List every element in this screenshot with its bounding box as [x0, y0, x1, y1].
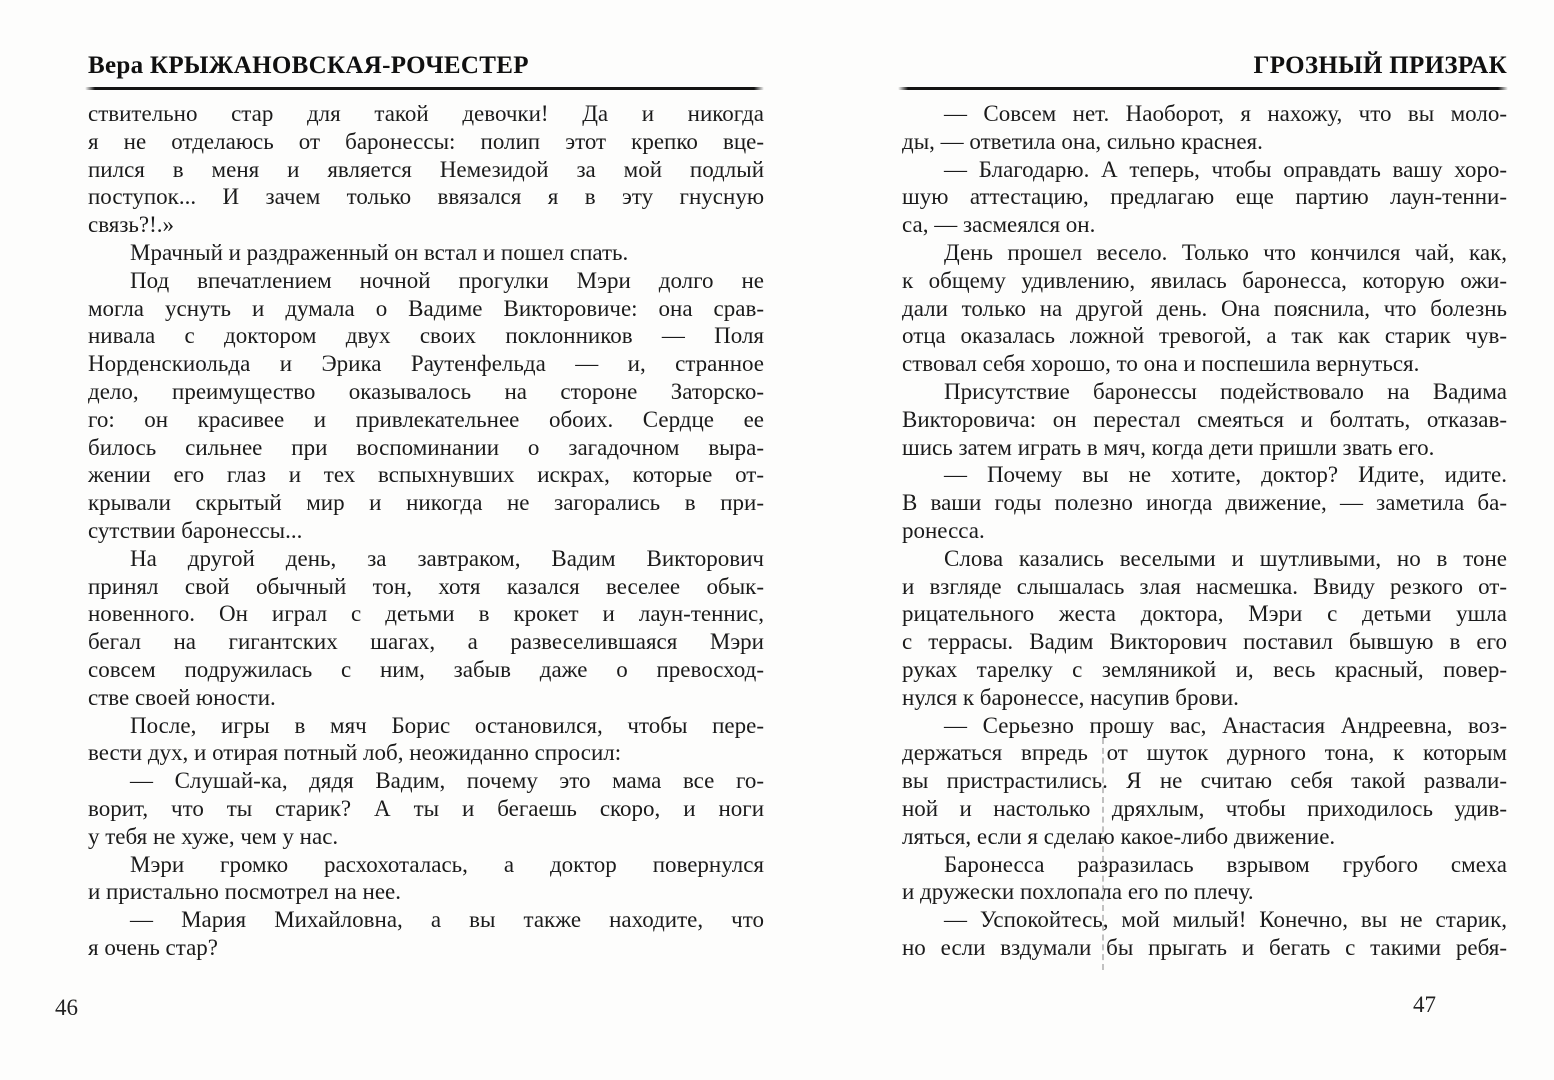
text-line: Под впечатлением ночной прогулки Мэри долго не: [130, 267, 764, 293]
text-line: к общему удивлению, явилась баронесса, которую ожи-: [902, 267, 1507, 293]
text-line: сутствии баронессы...: [88, 517, 303, 543]
text-line: поступок... И зачем только ввязался я в эту гнусную: [88, 184, 764, 210]
text-line: ворит, что ты старик? А ты и бегаешь скоро, и ноги: [88, 795, 764, 821]
text-line: Баронесса разразилась взрывом грубого смеха: [944, 851, 1507, 877]
text-line: ствовал себя хорошо, то она и поспешила вернуться.: [902, 351, 1420, 377]
text-line: В ваши годы полезно иногда движение, — заметила ба-: [902, 490, 1507, 516]
text-line: могла уснуть и думала о Вадиме Викторовиче: она срав-: [88, 295, 764, 321]
text-line: я не отделаюсь от баронессы: полип этот крепко вце-: [88, 128, 764, 154]
text-line: — Успокойтесь, мой милый! Конечно, вы не старик,: [944, 907, 1507, 933]
text-line: — Почему вы не хотите, доктор? Идите, идите.: [944, 462, 1507, 488]
text-line: вести дух, и отирая потный лоб, неожиданно спросил:: [88, 740, 622, 766]
text-line: — Благодарю. А теперь, чтобы оправдать вашу хоро-: [944, 156, 1507, 182]
text-line: са, — засмеялся он.: [902, 212, 1096, 238]
text-line: Викторовича: он перестал смеяться и болтать, отказав-: [902, 406, 1507, 432]
text-line: но если вздумали бы прыгать и бегать с такими ребя-: [902, 934, 1507, 960]
text-line: го: он красивее и привлекательнее обоих. Сердце ее: [88, 406, 764, 432]
text-line: билось сильнее при воспоминании о загадочном выра-: [88, 434, 764, 460]
text-line: держаться впредь от шуток дурного тона, к которым: [902, 740, 1507, 766]
left-running-title: Вера КРЫЖАНОВСКАЯ-РОЧЕСТЕР: [88, 52, 529, 79]
text-line: шую аттестацию, предлагаю еще партию лаун-тенни-: [902, 184, 1507, 210]
text-line: руках тарелку с земляникой и, весь красный, повер-: [902, 656, 1507, 682]
text-line: ды, — ответила она, сильно краснея.: [902, 128, 1263, 154]
text-line: нулся к баронессе, насупив брови.: [902, 684, 1239, 710]
left-page-number: 46: [55, 995, 78, 1020]
text-line: Присутствие баронессы подействовало на Вадима: [944, 378, 1507, 404]
text-line: с террасы. Вадим Викторович поставил бывшую в его: [902, 629, 1507, 655]
text-line: Мрачный и раздраженный он встал и пошел спать.: [130, 239, 629, 265]
text-line: — Мария Михайловна, а вы также находите, что: [130, 907, 764, 933]
text-line: После, игры в мяч Борис остановился, чтобы пере-: [130, 712, 764, 738]
text-line: На другой день, за завтраком, Вадим Викторович: [130, 545, 764, 571]
text-line: ной и настолько дряхлым, чтобы приходилось удив-: [902, 795, 1507, 821]
text-line: стве своей юности.: [88, 684, 276, 710]
text-line: вы пристрастились. Я не считаю себя такой развали-: [902, 768, 1507, 794]
text-line: — Совсем нет. Наоборот, я нахожу, что вы моло-: [944, 101, 1507, 126]
right-page-text: [902, 100, 1507, 962]
right-header-rule: [898, 87, 1508, 90]
text-line: совсем подружилась с ним, забыв даже о превосход-: [88, 656, 764, 682]
text-line: крывали скрытый мир и никогда не загорались в при-: [88, 490, 764, 516]
text-line: дело, преимущество оказывалось на стороне Заторско-: [88, 378, 764, 404]
text-line: пился в меня и является Немезидой за мой подлый: [88, 156, 764, 182]
text-line: и дружески похлопала его по плечу.: [902, 879, 1254, 905]
text-line: у тебя не хуже, чем у нас.: [88, 823, 339, 849]
text-line: отца оказалась ложной тревогой, а так как старик чув-: [902, 323, 1507, 349]
text-line: я очень стар?: [88, 934, 219, 960]
text-line: и взгляде слышалась злая насмешка. Ввиду резкого от-: [902, 573, 1507, 599]
text-line: жении его глаз и тех вспыхнувших искрах, которые от-: [88, 462, 764, 488]
text-line: — Серьезно прошу вас, Анастасия Андреевна, воз-: [944, 712, 1507, 738]
text-line: нивала с доктором двух своих поклонников — Поля: [88, 323, 764, 349]
text-line: шись затем играть в мяч, когда дети пришли звать его.: [902, 434, 1435, 460]
text-line: Слова казались веселыми и шутливыми, но в тоне: [944, 545, 1507, 571]
text-line: дали только на другой день. Она пояснила, что болезнь: [902, 295, 1507, 321]
left-header-rule: [85, 87, 764, 90]
left-page-text: [88, 100, 764, 962]
text-line: ствительно стар для такой девочки! Да и никогда: [88, 101, 764, 126]
text-line: ронесса.: [902, 517, 985, 543]
text-line: и пристально посмотрел на нее.: [88, 879, 402, 905]
scan-crease-artifact: [1102, 738, 1104, 970]
text-line: принял свой обычный тон, хотя казался веселее обык-: [88, 573, 764, 599]
text-line: новенного. Он играл с детьми в крокет и лаун-теннис,: [88, 601, 764, 627]
right-running-title: ГРОЗНЫЙ ПРИЗРАК: [1253, 52, 1507, 79]
text-line: Мэри громко расхохоталась, а доктор повернулся: [130, 851, 764, 877]
text-line: бегал на гигантских шагах, а развеселившаяся Мэри: [88, 629, 764, 655]
right-page-number: 47: [1413, 992, 1436, 1017]
text-line: рицательного жеста доктора, Мэри с детьми ушла: [902, 601, 1507, 627]
text-line: связь?!.»: [88, 212, 175, 238]
text-line: — Слушай-ка, дядя Вадим, почему это мама все го-: [130, 768, 764, 794]
text-line: День прошел весело. Только что кончился чай, как,: [944, 239, 1507, 265]
text-line: ляться, если я сделаю какое-либо движение.: [902, 823, 1336, 849]
text-line: Норденскиольда и Эрика Раутенфельда — и, странное: [88, 351, 764, 377]
